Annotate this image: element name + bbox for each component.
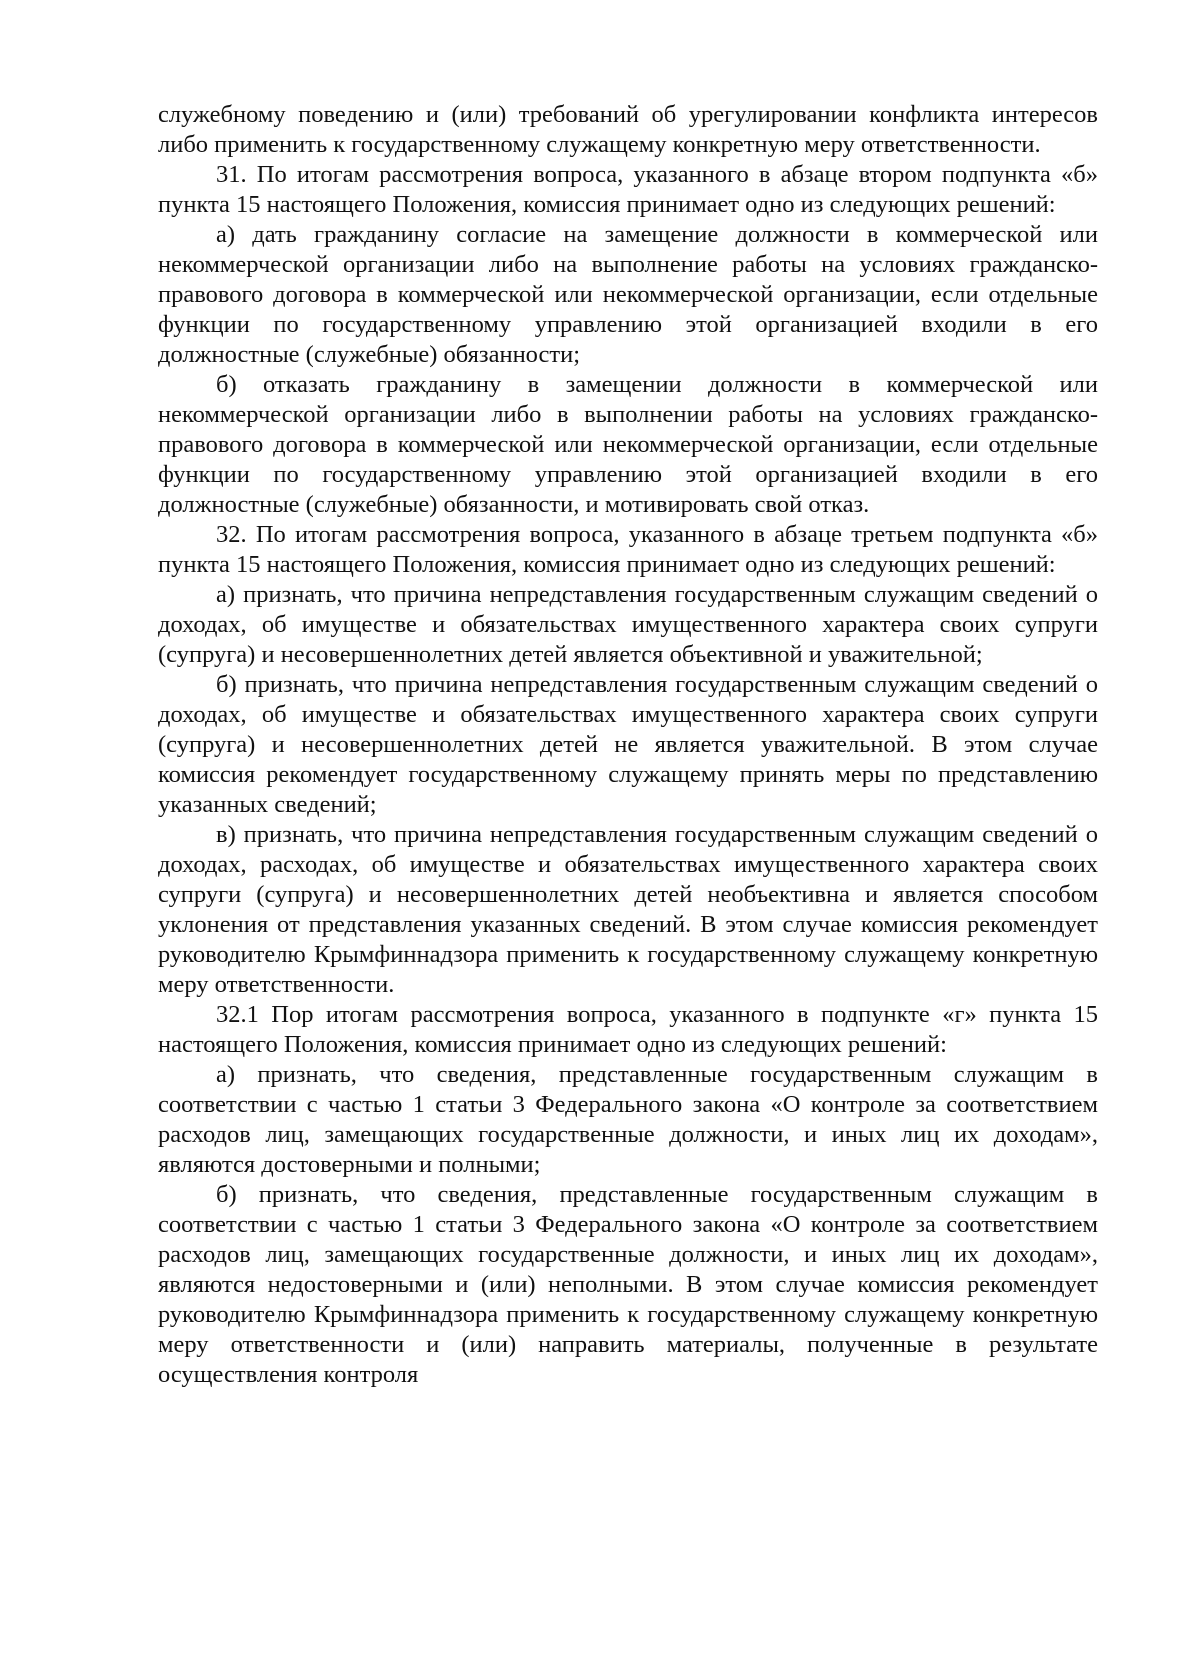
paragraph-32-v: в) признать, что причина непредставления государственным служащим сведений о доходах, расходах, об имуществе и обязательствах имущественного характера своих супруги (супруга) и несовершеннолетних детей необъективна и является способом уклонения от представления указанных сведений. В этом случае комиссия рекомендует руководителю Крымфиннадзора применить к государственному служащему конкретную меру ответственности. [158, 821, 1098, 998]
paragraph-32-1: 32.1 Пор итогам рассмотрения вопроса, указанного в подпункте «г» пункта 15 настоящего Положения, комиссия принимает одно из следующих решений: [158, 1001, 1098, 1058]
paragraph-32-b: б) признать, что причина непредставления государственным служащим сведений о доходах, об имуществе и обязательствах имущественного характера своих супруги (супруга) и несовершеннолетних детей не является уважительной. В этом случае комиссия рекомендует государственному служащему принять меры по представлению указанных сведений; [158, 671, 1098, 818]
document-body [158, 100, 1098, 1390]
paragraph-continuation: служебному поведению и (или) требований об урегулировании конфликта интересов либо применить к государственному служащему конкретную меру ответственности. [158, 101, 1098, 158]
paragraph-32-a: а) признать, что причина непредставления государственным служащим сведений о доходах, об имуществе и обязательствах имущественного характера своих супруги (супруга) и несовершеннолетних детей является объективной и уважительной; [158, 581, 1098, 668]
paragraph-32-1-b: б) признать, что сведения, представленные государственным служащим в соответствии с частью 1 статьи 3 Федерального закона «О контроле за соответствием расходов лиц, замещающих государственные должности, и иных лиц их доходам», являются недостоверными и (или) неполными. В этом случае комиссия рекомендует руководителю Крымфиннадзора применить к государственному служащему конкретную меру ответственности и (или) направить материалы, полученные в результате осуществления контроля [158, 1181, 1098, 1388]
paragraph-32: 32. По итогам рассмотрения вопроса, указанного в абзаце третьем подпункта «б» пункта 15 настоящего Положения, комиссия принимает одно из следующих решений: [158, 521, 1098, 578]
paragraph-31-a: а) дать гражданину согласие на замещение должности в коммерческой или некоммерческой организации либо на выполнение работы на условиях гражданско-правового договора в коммерческой или некоммерческой организации, если отдельные функции по государственному управлению этой организацией входили в его должностные (служебные) обязанности; [158, 221, 1098, 368]
paragraph-31-b: б) отказать гражданину в замещении должности в коммерческой или некоммерческой организации либо в выполнении работы на условиях гражданско-правового договора в коммерческой или некоммерческой организации, если отдельные функции по государственному управлению этой организацией входили в его должностные (служебные) обязанности, и мотивировать свой отказ. [158, 371, 1098, 518]
paragraph-31: 31. По итогам рассмотрения вопроса, указанного в абзаце втором подпункта «б» пункта 15 настоящего Положения, комиссия принимает одно из следующих решений: [158, 161, 1098, 218]
paragraph-32-1-a: а) признать, что сведения, представленные государственным служащим в соответствии с частью 1 статьи 3 Федерального закона «О контроле за соответствием расходов лиц, замещающих государственные должности, и иных лиц их доходам», являются достоверными и полными; [158, 1061, 1098, 1178]
